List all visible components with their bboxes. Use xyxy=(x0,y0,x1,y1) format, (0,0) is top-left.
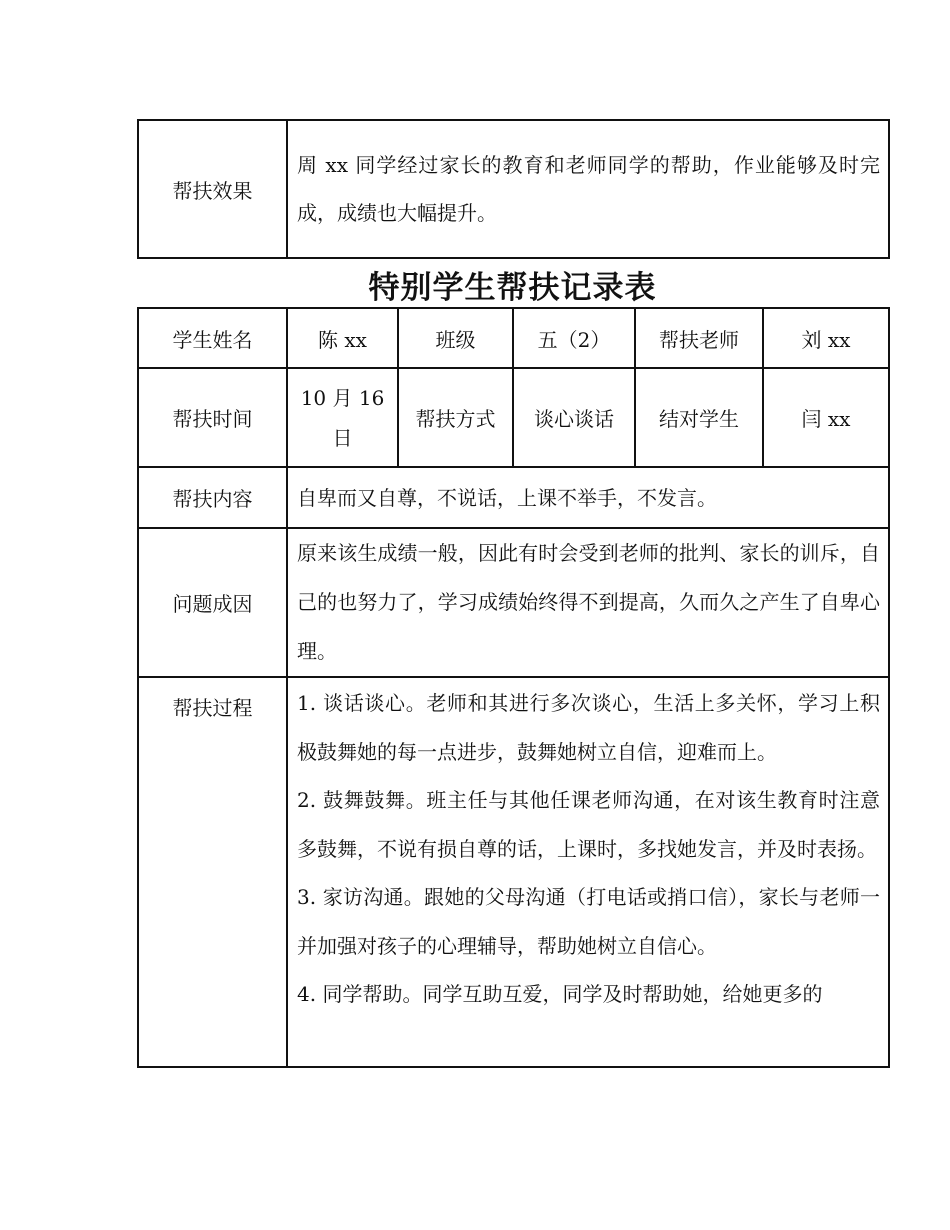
teacher-value: 刘 xx xyxy=(763,308,889,368)
help-content-row xyxy=(138,467,889,528)
problem-cause-row xyxy=(138,528,889,677)
form-title: 特别学生帮扶记录表 xyxy=(368,270,657,306)
process-item: 3. 家访沟通。跟她的父母沟通（打电话或捎口信），家长与老师一并加强对孩子的心理辅导，帮助她树立自信心。 xyxy=(297,885,880,958)
help-content-text: 自卑而又自尊，不说话，上课不举手，不发言。 xyxy=(287,467,889,528)
record-table xyxy=(137,307,890,1068)
help-time-label: 帮扶时间 xyxy=(138,368,287,467)
problem-cause-text: 原来该生成绩一般，因此有时会受到老师的批判、家长的训斥，自己的也努力了，学习成绩始终得不到提高，久而久之产生了自卑心理。 xyxy=(287,528,889,677)
help-process-label: 帮扶过程 xyxy=(138,677,287,1067)
process-item: 1. 谈话谈心。老师和其进行多次谈心，生活上多关怀，学习上积极鼓舞她的每一点进步，鼓舞她树立自信，迎难而上。 xyxy=(297,691,880,764)
class-label: 班级 xyxy=(398,308,513,368)
help-content-label: 帮扶内容 xyxy=(138,467,287,528)
student-info-row xyxy=(138,308,889,368)
student-name-value: 陈 xx xyxy=(287,308,398,368)
help-info-row xyxy=(138,368,889,467)
help-method-value: 谈心谈话 xyxy=(513,368,635,467)
problem-cause-label: 问题成因 xyxy=(138,528,287,677)
class-value: 五（2） xyxy=(513,308,635,368)
student-name-label: 学生姓名 xyxy=(138,308,287,368)
teacher-label: 帮扶老师 xyxy=(635,308,763,368)
effect-text: 周 xx 同学经过家长的教育和老师同学的帮助，作业能够及时完成，成绩也大幅提升。 xyxy=(287,120,889,258)
help-process-row xyxy=(138,677,889,1067)
help-method-label: 帮扶方式 xyxy=(398,368,513,467)
process-item: 2. 鼓舞鼓舞。班主任与其他任课老师沟通，在对该生教育时注意多鼓舞，不说有损自尊的话，上课时，多找她发言，并及时表扬。 xyxy=(297,788,880,861)
paired-student-value: 闫 xx xyxy=(763,368,889,467)
process-item: 4. 同学帮助。同学互助互爱，同学及时帮助她，给她更多的 xyxy=(297,982,823,1006)
help-time-value: 10 月 16 日 xyxy=(287,368,398,467)
effect-label: 帮扶效果 xyxy=(138,120,287,258)
help-process-cell xyxy=(287,677,889,1067)
paired-student-label: 结对学生 xyxy=(635,368,763,467)
effect-table xyxy=(137,119,890,259)
